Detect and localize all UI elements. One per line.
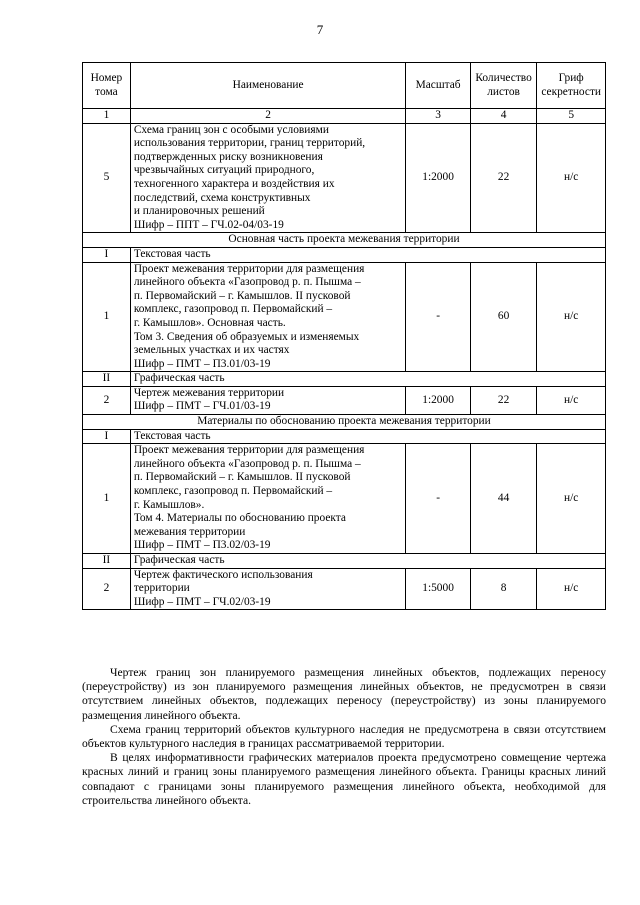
body-text [82, 666, 606, 808]
volume-scale: - [406, 444, 470, 554]
part-row [83, 372, 606, 387]
volume-name: Чертеж фактического использования территории Шифр – ПМТ – ГЧ.02/03-19 [130, 568, 406, 610]
part-name: Графическая часть [130, 372, 605, 387]
volume-scale: 1:2000 [406, 386, 470, 414]
volume-number: 2 [83, 568, 131, 610]
index-cell: 1 [83, 109, 131, 124]
table-row [83, 444, 606, 554]
header-sheet-count: Количество листов [470, 63, 537, 109]
part-number: I [83, 247, 131, 262]
part-row [83, 429, 606, 444]
volume-secrecy: н/с [537, 386, 606, 414]
volume-secrecy: н/с [537, 262, 606, 372]
volume-sheets: 60 [470, 262, 537, 372]
part-number: II [83, 554, 131, 569]
part-name: Текстовая часть [130, 429, 605, 444]
volume-scale: - [406, 262, 470, 372]
volumes-table [82, 62, 606, 610]
volume-sheets: 22 [470, 386, 537, 414]
index-cell: 3 [406, 109, 470, 124]
part-name: Текстовая часть [130, 247, 605, 262]
volume-secrecy: н/с [537, 568, 606, 610]
part-row [83, 247, 606, 262]
volume-number: 1 [83, 444, 131, 554]
index-cell: 2 [130, 109, 406, 124]
page-number: 7 [316, 22, 324, 37]
volume-secrecy: н/с [537, 444, 606, 554]
volume-scale: 1:5000 [406, 568, 470, 610]
part-row [83, 554, 606, 569]
part-name: Графическая часть [130, 554, 605, 569]
section-title: Материалы по обоснованию проекта межевания территории [83, 415, 606, 430]
volume-secrecy: н/с [537, 123, 606, 233]
index-cell: 4 [470, 109, 537, 124]
index-cell: 5 [537, 109, 606, 124]
volume-sheets: 22 [470, 123, 537, 233]
table-row [83, 568, 606, 610]
header-name: Наименование [130, 63, 406, 109]
section-title: Основная часть проекта межевания территории [83, 233, 606, 248]
volume-number: 2 [83, 386, 131, 414]
part-number: I [83, 429, 131, 444]
volume-name: Схема границ зон с особыми условиями использования территории, границ территорий, подтвержденных риску возникновения чрезвычайных ситуаций природного, техногенного характера и воздействия их последствий, схема конструктивных и планировочных решений Шифр – ППТ – ГЧ.02-04/03-19 [130, 123, 406, 233]
table-row [83, 386, 606, 414]
volume-sheets: 8 [470, 568, 537, 610]
table-header-row [83, 63, 606, 109]
header-scale: Масштаб [406, 63, 470, 109]
volume-sheets: 44 [470, 444, 537, 554]
table-row [83, 262, 606, 372]
volume-name: Проект межевания территории для размещения линейного объекта «Газопровод р. п. Пышма – п. Первомайский – г. Камышлов. II пусковой комплекс, газопровод п. Первомайский – г. Камышлов». Том 4. Материалы по обоснованию проекта межевания территории Шифр – ПМТ – П3.02/03-19 [130, 444, 406, 554]
volume-number: 5 [83, 123, 131, 233]
volume-scale: 1:2000 [406, 123, 470, 233]
paragraph: Чертеж границ зон планируемого размещения линейных объектов, подлежащих переносу (переустройству) из зон планируемого размещения линейных объектов, не предусмотрен в связи отсутствием линейных объектов, подлежащих переносу (переустройству) из зоны планируемого размещения линейного объекта. [82, 666, 606, 722]
table-index-row [83, 109, 606, 124]
section-row [83, 415, 606, 430]
paragraph: В целях информативности графических материалов проекта предусмотрено совмещение чертежа красных линий и границ зоны планируемого размещения линейного объекта. Границы красных линий совпадают с границами зоны планируемого размещения линейного объекта, необходимой для строительства линейного объекта. [82, 751, 606, 807]
header-secrecy: Гриф секретности [537, 63, 606, 109]
table-row [83, 123, 606, 233]
volume-name: Проект межевания территории для размещения линейного объекта «Газопровод р. п. Пышма – п. Первомайский – г. Камышлов. II пусковой комплекс, газопровод п. Первомайский – г. Камышлов». Основная часть. Том 3. Сведения об образуемых и изменяемых земельных участках и их частях Шифр – ПМТ – П3.01/03-19 [130, 262, 406, 372]
part-number: II [83, 372, 131, 387]
volume-name: Чертеж межевания территории Шифр – ПМТ – ГЧ.01/03-19 [130, 386, 406, 414]
header-volume-number: Номер тома [83, 63, 131, 109]
paragraph: Схема границ территорий объектов культурного наследия не предусмотрена в связи отсутствием объектов культурного наследия в границах рассматриваемой территории. [82, 722, 606, 751]
section-row [83, 233, 606, 248]
volume-number: 1 [83, 262, 131, 372]
